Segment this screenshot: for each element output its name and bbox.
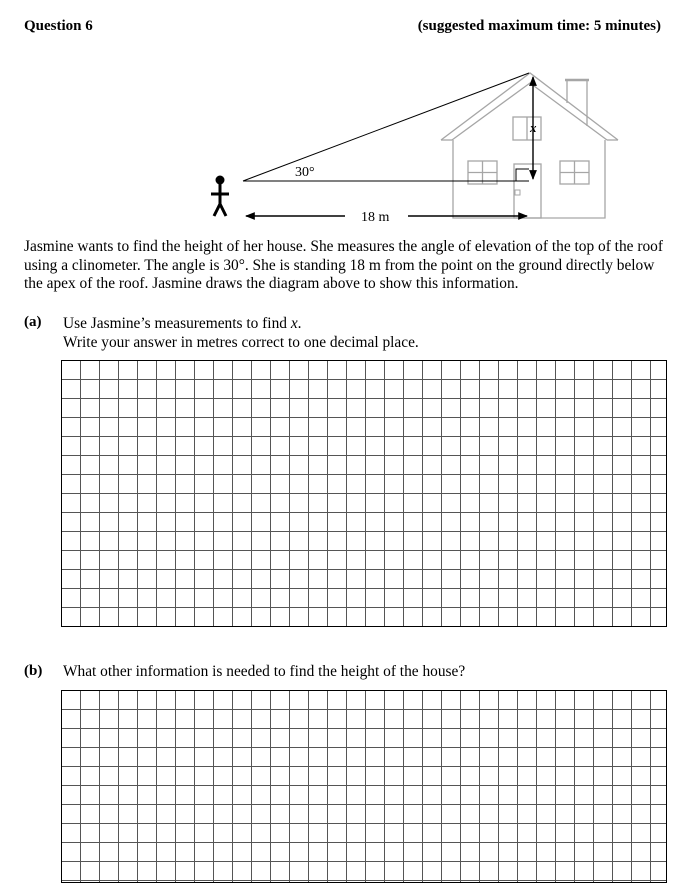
part-b-label: (b) [24, 663, 43, 679]
question-intro: Jasmine wants to find the height of her house. She measures the angle of elevation of the top of the roof using a clinometer. The angle is 30°. She is standing 18 m from the point on the ground directly below the apex of the roof. Jasmine draws the diagram above to show this information. [24, 238, 663, 292]
answer-grid-b[interactable] [61, 690, 667, 883]
question-title: Question 6 [24, 18, 93, 34]
angle-label: 30° [295, 165, 315, 180]
part-a-line1: Use Jasmine’s measurements to find x. [63, 315, 302, 332]
house [441, 73, 618, 218]
line-of-sight [243, 73, 529, 181]
right-angle-marker [516, 169, 529, 181]
part-a-line2: Write your answer in metres correct to one decimal place. [63, 334, 419, 351]
part-a-label: (a) [24, 314, 42, 330]
variable-x: x [290, 315, 298, 332]
door [514, 164, 541, 218]
height-label: x [530, 120, 537, 135]
person-figure [211, 176, 229, 217]
distance-label: 18 m [361, 210, 390, 225]
part-a-text [63, 314, 419, 352]
walls [453, 140, 605, 218]
part-b-text: What other information is needed to find the height of the house? [63, 663, 466, 680]
elevation-diagram [0, 60, 690, 235]
answer-grid-a[interactable] [61, 360, 667, 627]
time-note: (suggested maximum time: 5 minutes) [417, 18, 661, 34]
